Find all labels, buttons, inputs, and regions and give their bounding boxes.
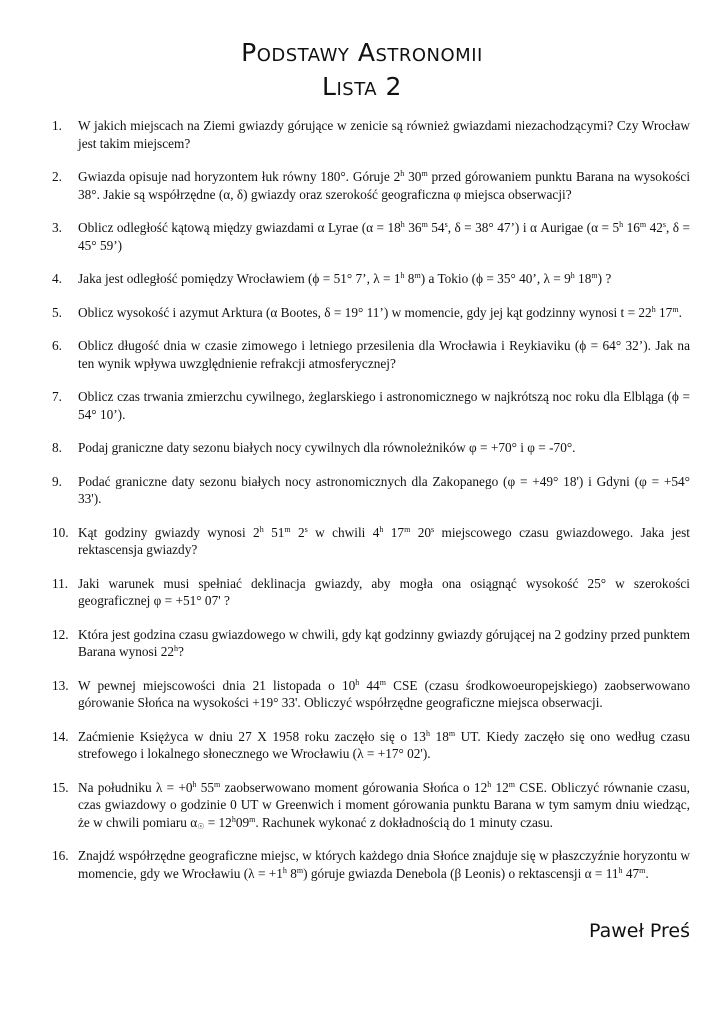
text-run: Jaka jest odległość pomiędzy Wrocławiem (ϕ = 51° 7’, λ = 1 — [78, 271, 401, 286]
superscript: h — [259, 524, 264, 534]
text-run: w chwili 4 — [307, 524, 380, 540]
author-name: Paweł Preś — [588, 920, 690, 942]
text-run: , δ = 45° 59’) — [78, 220, 691, 253]
superscript: m — [249, 814, 256, 824]
text-run: Oblicz czas trwania zmierzchu cywilnego, żeglarskiego i astronomicznego w najkrótszą noc roku dla Elbląga (ϕ = 54° 10’). — [78, 389, 690, 422]
text-run: 20 — [410, 524, 432, 540]
superscript: m — [404, 524, 411, 534]
problem-item — [52, 728, 690, 763]
superscript: h — [174, 644, 179, 653]
superscript: s — [444, 220, 448, 229]
problem-item — [52, 524, 690, 559]
superscript: h — [400, 220, 405, 229]
text-run: . — [678, 304, 682, 320]
problem-text — [78, 389, 690, 422]
text-run: W pewnej miejscowości dnia 21 listopada o 10 — [78, 677, 356, 693]
problem-number: 16. — [52, 848, 69, 863]
problem-text — [78, 729, 690, 762]
text-run: Oblicz wysokość i azymut Arktura (α Bootes, δ = 19° 11’) w momencie, gdy jej kąt godzinny wynosi t = 22 — [78, 304, 652, 320]
text-run: W jakich miejscach na Ziemi gwiazdy górujące w zenicie są również gwiazdami niezachodzącymi? Czy Wrocław jest takim miejscem? — [78, 118, 690, 151]
superscript: h — [651, 304, 656, 314]
problem-number: 7. — [52, 389, 62, 404]
problem-text — [78, 780, 690, 830]
problem-number: 8. — [52, 440, 62, 455]
superscript: s — [662, 220, 667, 229]
superscript: h — [570, 271, 575, 280]
problem-item — [52, 337, 690, 372]
superscript: h — [379, 524, 384, 534]
superscript: m — [296, 865, 304, 875]
problem-text — [78, 440, 576, 455]
text-run: 2 — [290, 524, 305, 540]
problem-text — [78, 305, 682, 320]
problem-number: 5. — [52, 304, 62, 320]
superscript: m — [421, 169, 428, 178]
problem-number: 6. — [52, 338, 62, 353]
problem-item — [52, 847, 690, 882]
problem-item — [52, 439, 690, 457]
superscript: h — [282, 865, 287, 875]
text-run: przed górowaniem punktu Barana na wysokości 38°. Jakie są współrzędne (α, δ) gwiazdy oraz szerokość geograficzna φ miejsca obserwacji? — [78, 169, 691, 202]
text-run: Gwiazda opisuje nad horyzontem łuk równy 180°. Góruje 2 — [78, 169, 401, 184]
superscript: m — [448, 728, 456, 738]
superscript: m — [414, 271, 421, 280]
text-run: 17 — [383, 524, 405, 540]
text-run: 16 — [623, 220, 640, 235]
problem-list — [52, 117, 690, 898]
text-run: 18 — [574, 271, 592, 286]
text-run: 12 — [491, 779, 509, 795]
problem-number: 11. — [52, 575, 69, 591]
superscript: m — [672, 304, 679, 314]
text-run: 30 — [404, 169, 422, 184]
text-run: Oblicz odległość kątową między gwiazdami α Lyrae (α = 18 — [78, 220, 401, 235]
text-run: 09 — [235, 814, 250, 830]
superscript: h — [355, 677, 360, 687]
problem-text — [78, 338, 690, 371]
problem-item — [52, 117, 690, 152]
superscript: m — [421, 220, 428, 229]
problem-number: 15. — [52, 779, 69, 795]
text-run: Zaćmienie Księżyca w dniu 27 X 1958 roku zaczęło się o 13 — [78, 728, 426, 744]
text-run: ) góruje gwiazda Denebola (β Leonis) o rektascensji α = 11 — [303, 865, 619, 881]
text-run: Oblicz długość dnia w czasie zimowego i letniego przesilenia dla Wrocławia i Reykiaviku (ϕ = 64° 32’). Jak na ten wynik wpływa uwzględnienie refrakcji atmosferycznej? — [78, 338, 690, 371]
text-run: ) ? — [597, 271, 612, 286]
problem-number: 9. — [52, 473, 62, 489]
text-run: 36 — [404, 220, 422, 235]
problem-text — [78, 627, 690, 660]
problem-item — [52, 388, 690, 423]
text-run: 17 — [655, 304, 673, 320]
superscript: m — [639, 865, 646, 875]
superscript: h — [231, 814, 236, 824]
problem-number: 10. — [52, 524, 69, 540]
superscript: s — [304, 524, 308, 534]
text-run: 44 — [359, 677, 380, 693]
problem-number: 3. — [52, 220, 62, 235]
subscript: ☉ — [197, 821, 205, 831]
text-run: . — [645, 865, 649, 881]
problem-number: 14. — [52, 728, 69, 744]
problem-text — [78, 220, 690, 253]
superscript: m — [591, 271, 598, 280]
superscript: h — [618, 865, 623, 875]
text-run: CSE (czasu środkowoeuropejskiego) zaobserwowano górowanie Słońca na wysokości +19° 33'. Obliczyć współrzędne geograficzne miejsca obserwacji. — [78, 677, 691, 710]
text-run: Podaj graniczne daty sezonu białych nocy cywilnych dla równoleżników φ = +70° i φ = -70°. — [78, 440, 576, 455]
problem-text — [78, 169, 690, 202]
superscript: h — [425, 728, 430, 738]
problem-item — [52, 575, 690, 610]
problem-item — [52, 677, 690, 712]
text-run: Jaki warunek musi spełniać deklinacja gwiazdy, aby mogła ona osiągnąć wysokość 25° w szerokości geograficznej φ = +51° 07' ? — [78, 575, 690, 608]
text-run: ? — [178, 644, 184, 659]
problem-item — [52, 270, 690, 288]
problem-item — [52, 168, 690, 203]
problem-number: 12. — [52, 626, 69, 642]
problem-text — [78, 576, 690, 609]
problem-item — [52, 626, 690, 661]
text-run: zaobserwowano moment górowania Słońca o 12 — [220, 779, 488, 795]
text-run: ) a Tokio (ϕ = 35° 40’, λ = 9 — [420, 271, 571, 286]
superscript: s — [431, 524, 435, 534]
text-run: 55 — [196, 779, 215, 795]
text-run: Na południku λ = +0 — [78, 779, 193, 795]
text-run: 8 — [404, 271, 415, 286]
text-run: 42 — [646, 220, 663, 235]
problem-item — [52, 779, 690, 832]
superscript: h — [400, 271, 405, 280]
superscript: m — [214, 779, 221, 789]
superscript: m — [284, 524, 291, 534]
superscript: m — [379, 677, 386, 687]
text-run: Znajdź współrzędne geograficzne miejsc, w których każdego dnia Słońce znajduje się w płaszczyźnie horyzontu w momencie, gdy we Wrocławiu (λ = +1 — [78, 848, 690, 881]
problem-text — [78, 474, 690, 507]
superscript: h — [400, 169, 405, 178]
text-run: UT. Kiedy zaczęło się ono według czasu strefowego i lokalnego słonecznego we Wrocławiu (λ = +17° 02'). — [78, 728, 690, 761]
text-run: Która jest godzina czasu gwiazdowego w chwili, gdy kąt godzinny gwiazdy górującej na 2 godziny przed punktem Barana wynosi 22 — [78, 626, 690, 659]
text-run: 54 — [427, 220, 445, 235]
text-run: Kąt godziny gwiazdy wynosi 2 — [78, 524, 260, 540]
text-run: 51 — [263, 524, 285, 540]
text-run: Podać graniczne daty sezonu białych nocy astronomicznych dla Zakopanego (φ = +49° 18') i Gdyni (φ = +54° 33'). — [78, 473, 690, 506]
problem-number: 4. — [52, 271, 62, 286]
problem-text — [78, 118, 690, 151]
problem-text — [78, 271, 611, 286]
document-subtitle: Lista 2 — [322, 72, 402, 101]
text-run: CSE. Obliczyć równanie czasu, czas gwiazdowy o godzinie 0 UT w Greenwich i moment górowania punktu Barana w tym samym dniu wiedząc, że w chwili pomiaru α — [78, 779, 691, 830]
superscript: m — [639, 220, 647, 229]
problem-item — [52, 304, 690, 322]
problem-text — [78, 525, 690, 558]
text-run: , δ = 38° 47’) i α Aurigae (α = 5 — [447, 220, 620, 235]
superscript: h — [192, 779, 197, 789]
text-run: 8 — [286, 865, 297, 881]
superscript: h — [487, 779, 492, 789]
problem-text — [78, 848, 690, 881]
problem-text — [78, 678, 690, 711]
superscript: h — [619, 220, 624, 229]
problem-number: 13. — [52, 677, 69, 693]
problem-item — [52, 219, 690, 254]
problem-item — [52, 473, 690, 508]
text-run: miejscowego czasu gwiazdowego. Jaka jest rektascensja gwiazdy? — [78, 524, 691, 557]
problem-number: 2. — [52, 169, 62, 184]
text-run: = 12 — [204, 814, 232, 830]
superscript: m — [508, 779, 516, 789]
problem-number: 1. — [52, 118, 62, 133]
text-run: 18 — [429, 728, 449, 744]
text-run: 47 — [622, 865, 640, 881]
document-title: Podstawy Astronomii — [241, 38, 483, 67]
text-run: . Rachunek wykonać z dokładnością do 1 minuty czasu. — [255, 814, 553, 830]
